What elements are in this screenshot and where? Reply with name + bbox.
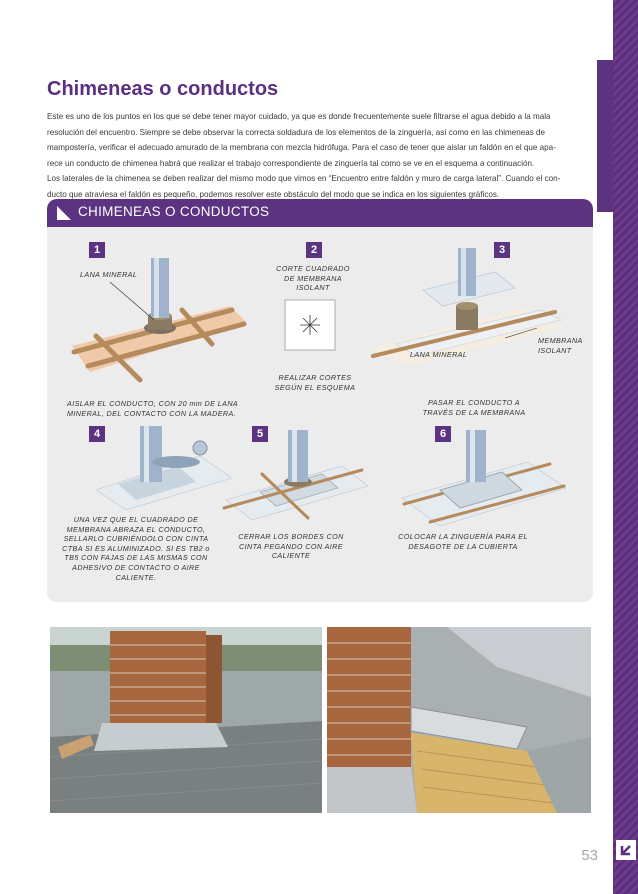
step-3-label-b: MEMBRANA ISOLANT (538, 336, 583, 355)
intro-paragraph (47, 109, 592, 203)
intro-line: ducto que atraviesa el faldón es pequeño, podemos resolver este obstáculo del modo que se indica en los siguientes gráficos. (47, 189, 500, 199)
step-number-2: 2 (306, 242, 322, 258)
step-1-caption: AISLAR EL CONDUCTO, CON 20 mm DE LANA MINERAL, DEL CONTACTO CON LA MADERA. (67, 399, 238, 418)
photo-chimney-left (50, 627, 322, 813)
step-number-4: 4 (89, 426, 105, 442)
intro-line: rece un conducto de chimenea habrá que realizar el trabajo correspondiente de zinguería tal como se ve en el esquema a continuación. (47, 158, 535, 168)
intro-line: mampostería, verificar el adecuado amurado de la membrana con mezcla hidrófuga. Para el caso de tener que aislar un faldón en el que apa- (47, 143, 556, 153)
step-3-caption: PASAR EL CONDUCTO A TRAVÉS DE LA MEMBRANA (422, 398, 526, 417)
step-number-3: 3 (494, 242, 510, 258)
step-number-1: 1 (89, 242, 105, 258)
step-6-caption: COLOCAR LA ZINGUERÍA PARA EL DESAGOTE DE LA CUBIERTA (398, 532, 528, 551)
step-number-6: 6 (435, 426, 451, 442)
step-5-caption: CERRAR LOS BORDES CON CINTA PEGANDO CON AIRE CALIENTE (238, 532, 344, 561)
illustration-step-4 (92, 426, 242, 510)
intro-line: Este es uno de los puntos en los que se debe tener mayor cuidado, ya que es donde frecuentemente suele filtrarse el agua debido a la mala (47, 112, 551, 121)
page-number: 53 (581, 847, 598, 864)
step-4-caption: UNA VEZ QUE EL CUADRADO DE MEMBRANA ABRAZA EL CONDUCTO, SELLARLO CUBRIÉNDOLO CON CINTA CTBA SI ES ALUMINIZADO. SI ES TB2 o TB5 CON FAJAS DE LAS MISMAS CON ADHESIVO DE CONTACTO O AIRE CALIENTE. (62, 515, 210, 582)
step-3-label-a: LANA MINERAL (410, 350, 468, 359)
step-1-label: LANA MINERAL (80, 270, 138, 279)
section-tab-label: DETALLES CONSTRUCTIVOS (603, 65, 613, 190)
illustration-step-5 (222, 430, 372, 520)
corner-arrow-icon (616, 840, 636, 860)
panel-title: CHIMENEAS O CONDUCTOS (78, 204, 270, 219)
illustration-step-2 (284, 299, 336, 351)
illustration-step-6 (400, 430, 570, 528)
banner-chevron-icon (57, 206, 71, 220)
photo-chimney-right (327, 627, 591, 813)
step-2-label: CORTE CUADRADO DE MEMBRANA ISOLANT (276, 264, 350, 293)
page-title: Chimeneas o conductos (47, 78, 279, 100)
step-2-caption: REALIZAR CORTES SEGÚN EL ESQUEMA (274, 373, 356, 392)
intro-line: resolución del encuentro. Siempre se debe observar la correcta soldadura de los elementos de la zinguería, así como en las chimeneas de (47, 127, 546, 137)
side-band (613, 0, 638, 894)
step-number-5: 5 (252, 426, 268, 442)
intro-line: Los laterales de la chimenea se deben realizar del mismo modo que vimos en “Encuentro entre faldón y muro de carga lateral”. Cuando el con- (47, 174, 561, 184)
